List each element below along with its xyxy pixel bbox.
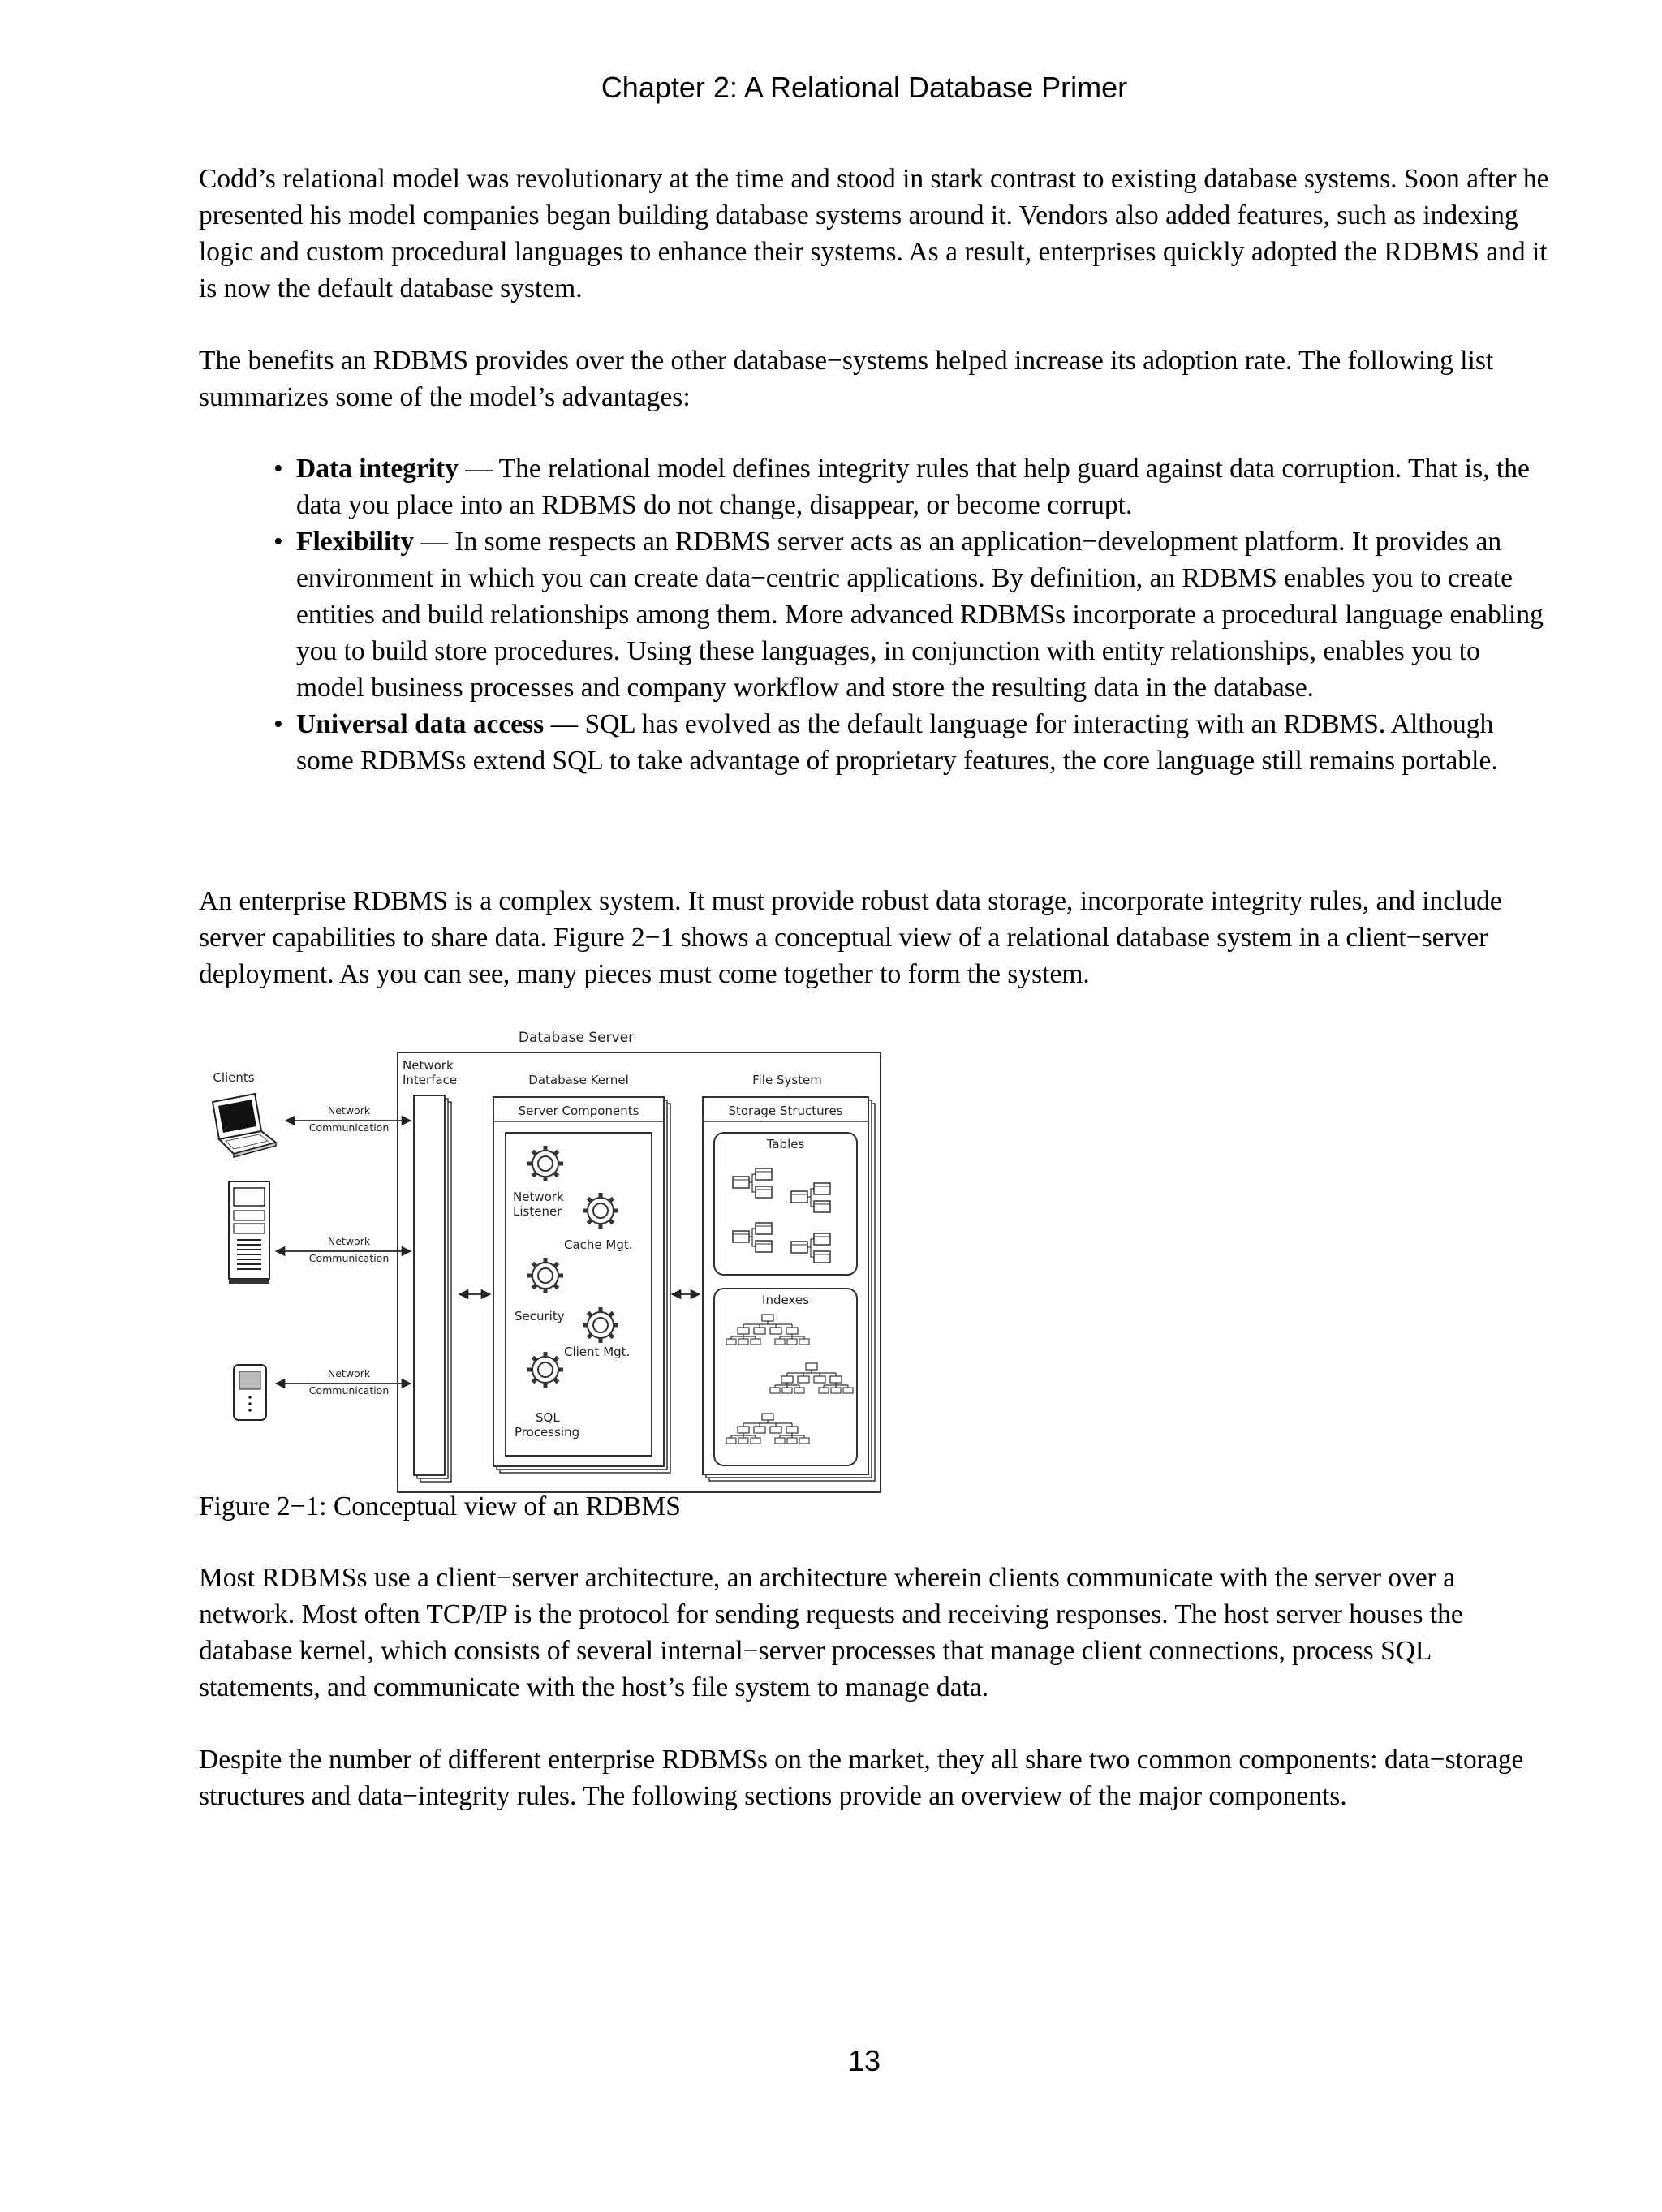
bullet-term: Flexibility	[296, 527, 415, 557]
page-number: 13	[847, 2044, 881, 2077]
bullet-text: — The relational model defines integrity rules that help guard against data corruption. That is, the data you place into an RDBMS do not change, disappear, or become corrupt.	[296, 454, 1530, 520]
sql-processing-label-2: Processing	[515, 1425, 580, 1440]
bullet-text: — In some respects an RDBMS server acts as an application−development platform. It provides an environment in which you can create data−centric applications. By definition, an RDBMS enables you to create entities and build relationships among them. More advanced RDBMSs incorporate a procedural language enabling you to build store procedures. Using these languages, in conjunction with entity relationships, enables you to model business processes and company workflow and store the resulting data in the database.	[296, 527, 1544, 703]
indexes-label: Indexes	[762, 1293, 809, 1307]
server-tower-icon	[229, 1181, 269, 1284]
network-listener-label-2: Listener	[513, 1204, 562, 1219]
network-comm-label: Network	[327, 1367, 371, 1379]
paragraph-5: Despite the number of different enterprise RDBMSs on the market, they all share two common components: data−storage structures and data−integrity rules. The following sections provide an overview of the major components.	[199, 1745, 1524, 1811]
paragraph-4: Most RDBMSs use a client−server architecture, an architecture wherein clients communicate with the server over a network. Most often TCP/IP is the protocol for sending requests and receiving responses. The host server houses the database kernel, which consists of several internal−server processes that manage client connections, process SQL statements, and communicate with the host’s file system to manage data.	[199, 1563, 1463, 1702]
tables-label: Tables	[766, 1137, 805, 1151]
security-label: Security	[515, 1309, 565, 1323]
clients-label: Clients	[213, 1070, 255, 1085]
network-interface-label: Network	[403, 1058, 454, 1073]
network-interface-label-2: Interface	[403, 1073, 458, 1087]
network-interface-bar	[414, 1095, 451, 1482]
network-comm-label-2: Communication	[308, 1121, 390, 1134]
network-listener-label: Network	[513, 1190, 564, 1204]
network-comm-label: Network	[327, 1235, 371, 1247]
network-comm-label-2: Communication	[308, 1384, 390, 1396]
handheld-device-icon	[234, 1365, 266, 1420]
list-item: • Flexibility — In some respects an RDBMS server acts as an application−development platform. It provides an environment in which you can create data−centric applications. By definition, an RDBMS enables you to create entities and build relationships among them. More advanced RDBMSs incorporate a procedural language enabling you to build store procedures. Using these languages, in conjunction with entity relationships, enables you to model business processes and company workflow and store the resulting data in the database.	[273, 527, 1544, 703]
list-item: • Data integrity — The relational model defines integrity rules that help guard against data corruption. That is, the data you place into an RDBMS do not change, disappear, or become corrupt.	[273, 454, 1530, 520]
file-system-label: File System	[752, 1073, 822, 1087]
page-header: Chapter 2: A Relational Database Primer	[601, 71, 1128, 104]
server-components-label: Server Components	[518, 1104, 639, 1118]
bullet-term: Universal data access	[296, 709, 545, 739]
network-comm-label: Network	[327, 1104, 371, 1117]
diagram-title: Database Server	[518, 1031, 635, 1046]
figure-caption: Figure 2−1: Conceptual view of an RDBMS	[199, 1491, 681, 1521]
storage-structures-label: Storage Structures	[728, 1104, 843, 1118]
kernel-label: Database Kernel	[528, 1073, 629, 1087]
advantages-list	[272, 450, 1554, 779]
paragraph-2: The benefits an RDBMS provides over the other database−systems helped increase its adoption rate. The following list summarizes some of the model’s advantages:	[199, 346, 1494, 412]
client-mgt-label: Client Mgt.	[564, 1345, 631, 1359]
laptop-icon	[213, 1094, 276, 1157]
sql-processing-label: SQL	[536, 1410, 560, 1425]
server-components-box	[493, 1097, 670, 1473]
bullet-term: Data integrity	[296, 454, 459, 484]
rdbms-diagram	[195, 1031, 893, 1493]
bullet-text: — SQL has evolved as the default language for interacting with an RDBMS. Although some RDBMSs extend SQL to take advantage of proprietary features, the core language still remains portable.	[296, 709, 1498, 776]
network-comm-label-2: Communication	[308, 1252, 390, 1264]
cache-mgt-label: Cache Mgt.	[564, 1237, 633, 1252]
paragraph-3: An enterprise RDBMS is a complex system. It must provide robust data storage, incorporate integrity rules, and include server capabilities to share data. Figure 2−1 shows a conceptual view of a relational database system in a client−server deployment. As you can see, many pieces must come together to form the system.	[199, 886, 1502, 989]
paragraph-1: Codd’s relational model was revolutionary at the time and stood in stark contrast to existing database systems. Soon after he presented his model companies began building database systems around it. Vendors also added features, such as indexing logic and custom procedural languages to enhance their systems. As a result, enterprises quickly adopted the RDBMS and it is now the default database system.	[199, 164, 1549, 303]
list-item: • Universal data access — SQL has evolved as the default language for interacting with an RDBMS. Although some RDBMSs extend SQL to take advantage of proprietary features, the core language still remains portable.	[273, 709, 1498, 776]
